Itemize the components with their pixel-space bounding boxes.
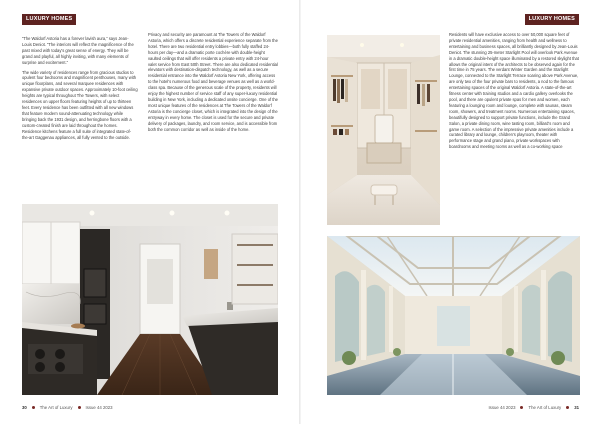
- paragraph: “The Waldorf Astoria has a forever lavish aura,” says Jean-Louis Deniot. “The interiors will reflect the magnificence of the past mixed with today’s great sense of energy. They will be grand and playful, all highly inviting, with many elements of surprise and excitement.”: [22, 36, 134, 65]
- folio-bullet-icon: [520, 406, 523, 409]
- folio-right: [488, 405, 579, 410]
- paragraph: The wide variety of residences range from gracious studios to opulent four bedrooms and magnificent penthouses, many with unique floorplans, and several marquee residences with expansive private outdoor spaces. Approximately 10-foot ceiling heights are typical throughout The Towers, with select residences on upper floors featuring heights of up to thirteen feet. Every residence has been outfitted with all new windows that feature modern sound-attenuating technology while bringing back the 1931 design, and herringbone floors with a custom-created finish are laid throughout the homes. Residence kitchens feature a full suite of integrated state-of-the-art Gaggenau appliances, all fully vented to the outside.: [22, 69, 138, 140]
- section-tag-left: LUXURY HOMES: [22, 14, 76, 25]
- folio-bullet-icon: [32, 406, 35, 409]
- magazine-name: The Art of Luxury: [528, 405, 562, 410]
- pool-hall-photo: [327, 236, 580, 395]
- folio-bullet-icon: [78, 406, 81, 409]
- walk-in-closet-photo: [327, 35, 440, 225]
- paragraph: Privacy and security are paramount at The Towers of the Waldorf Astoria, which offers a discrete residential experience separate from the hotel. There are two residential entry lobbies—both fully staffed 24-hours per day—and a dramatic porte cochère with double-height vaulted ceilings that will offer residents a private entry with 24-hour valet service from East 50th Street. There are also dedicated residential elevators with destination-dispatch technology, as well as a secure residential entrance into the Waldorf Astoria New York, offering access to the hotel’s numerous food and beverage venues as well as a world-class spa. Because of the generous scale of the property, residents will enjoy the highest number of service staff of any super-luxury residential building in New York, including a dedicated onsite concierge. One of the most unique features of the residences at The Towers of the Waldorf Astoria is the concierge closet, which is integrated into the design of the entryway in every home. The closet is used for the secure and private delivery of packages, laundry, and room service, and is accessible from both the common corridor as well as inside of the home.: [148, 32, 278, 132]
- issue-label: Issue 44 2023: [488, 405, 516, 410]
- left-page-column-1: [22, 36, 138, 144]
- issue-label: Issue 44 2023: [85, 405, 113, 410]
- paragraph: Residents will have exclusive access to over 50,000 square feet of private residential amenities, ranging from health and wellness to entertaining and business spaces, all brilliantly designed by Jean-Louis Deniot. The stunning 25-meter Starlight Pool will overlook Park Avenue in a dramatic double-height space illuminated by a restored skylight that allows the original intent of the architects to be observed again for the first time in 75 years. The verdant Winter Garden and the Starlight Lounge, connected to the Starlight Terrace soaring above Park Avenue, are only two of the four private bars to residents, a nod to the famous entertaining spaces of the original Waldorf Astoria. A state-of-the-art fitness center with training studios and a cardio gallery overlooks the pool, and there are opulent private spas for men and women, each featuring a lounging room and lounge, complete with saunas, steam room, showers, and treatment rooms. Numerous entertaining spaces, beautifully designed to support private functions, include the Grand Salon, a private dining room, wine tasting room, billiard’s room and game room. A selection of the impressive private amenities include a curated library and lounge, children’s playroom, theater with performance stage and grand piano, private workspaces with boardrooms and meeting rooms as well as a co-working space: [449, 32, 579, 150]
- left-page-column-2: [148, 32, 278, 136]
- kitchen-photo: [22, 204, 278, 395]
- folio-left: [22, 405, 113, 410]
- right-page-column-1: [449, 32, 580, 154]
- page-gutter: [299, 0, 301, 424]
- folio-bullet-icon: [566, 406, 569, 409]
- section-tag-right: LUXURY HOMES: [525, 14, 579, 25]
- page-number: 30: [22, 405, 27, 410]
- page-number: 31: [574, 405, 579, 410]
- magazine-name: The Art of Luxury: [39, 405, 73, 410]
